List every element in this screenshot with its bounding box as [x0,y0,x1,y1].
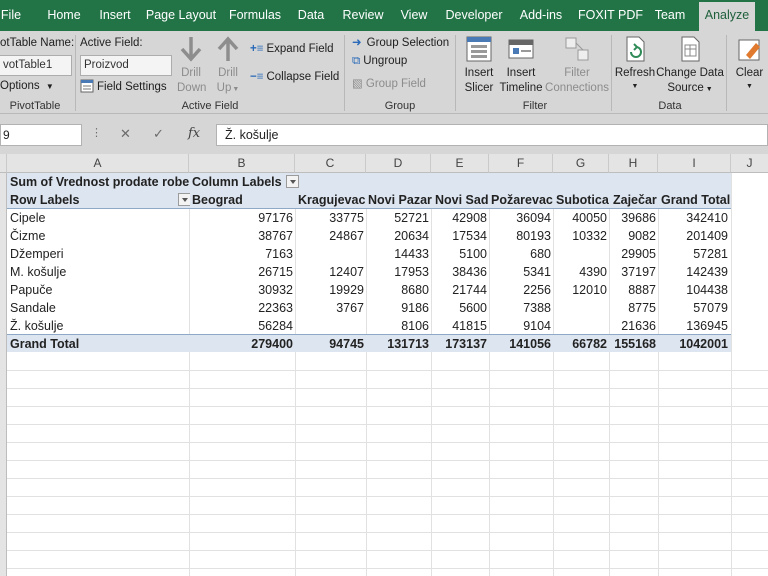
pivot-col-header[interactable]: Kragujevac [298,193,366,207]
pivot-value-cell[interactable]: 104438 [686,283,728,297]
pivot-grand-total-row [7,334,731,352]
pivot-row-label[interactable]: Čizme [10,229,46,243]
drill-up-label-2: Up▼ [216,82,240,94]
pivot-value-cell[interactable]: 8106 [401,319,429,333]
pivot-row-label[interactable]: Džemperi [10,247,64,261]
column-header-a[interactable]: A [7,154,189,173]
pivot-value-cell[interactable]: 24867 [329,229,364,243]
expand-icon: +≡ [250,43,264,55]
drill-down-label-1: Drill [181,67,201,79]
tab-data[interactable]: Data [297,8,325,22]
pivot-col-header[interactable]: Grand Total [661,193,731,207]
group-label-pivottable: PivotTable [9,100,61,112]
gridline [7,460,768,461]
pivot-value-cell[interactable]: 7388 [523,301,551,315]
ungroup-button[interactable] [352,55,407,68]
pivot-value-cell[interactable]: 21636 [621,319,656,333]
filter-connections-icon [563,35,591,63]
cancel-icon[interactable]: ✕ [120,126,131,141]
pivot-data-row [7,281,731,299]
pivottable-name-input[interactable]: votTable1 [0,55,72,76]
pivot-row-label[interactable]: Papuče [10,283,53,297]
column-header-c[interactable]: C [295,154,366,173]
pivot-value-cell[interactable]: 19929 [329,283,364,297]
grand-total-cell[interactable]: 173137 [445,337,487,351]
grand-total-cell[interactable]: 94745 [329,337,364,351]
tab-add-ins[interactable]: Add-ins [519,8,563,22]
pivot-value-cell[interactable]: 8887 [628,283,656,297]
gridline [7,532,768,533]
gridline [7,514,768,515]
ribbon [0,31,768,114]
pivot-value-cell[interactable]: 52721 [394,211,429,225]
column-header-g[interactable]: G [553,154,609,173]
ribbon-divider [611,35,612,111]
pivot-data-row [7,263,731,281]
pivot-row-label[interactable]: M. košulje [10,265,67,279]
tab-team[interactable]: Team [654,8,686,22]
pivot-value-cell[interactable]: 8680 [401,283,429,297]
drill-up-button[interactable] [214,35,242,99]
ribbon-divider [455,35,456,111]
pivot-value-cell[interactable]: 142439 [686,265,728,279]
pivot-value-cell[interactable]: 42908 [452,211,487,225]
enter-icon[interactable]: ✓ [153,126,164,141]
pivot-value-cell[interactable] [554,245,610,263]
group-label-active-field: Active Field [181,100,239,112]
pivot-value-cell[interactable]: 5600 [459,301,487,315]
pivot-value-cell[interactable]: 22363 [258,301,293,315]
field-settings-label: Field Settings [97,81,167,93]
pivot-data-row [7,299,731,317]
column-header-h[interactable]: H [609,154,658,173]
pivot-value-cell[interactable]: 41815 [452,319,487,333]
name-box[interactable]: 9 [0,124,82,146]
pivot-value-cell[interactable]: 26715 [258,265,293,279]
more-options-icon[interactable]: ⋮ [91,127,102,139]
gridline [731,173,732,576]
drill-down-label-2: Down [177,82,207,94]
gridline [7,550,768,551]
pivot-value-cell[interactable]: 17953 [394,265,429,279]
insert-timeline-label-1: Insert [506,67,536,79]
column-header-i[interactable]: I [658,154,731,173]
pivot-value-cell[interactable]: 5341 [523,265,551,279]
column-header-f[interactable]: F [489,154,553,173]
pivot-row-label[interactable]: Sandale [10,301,56,315]
drill-down-button[interactable] [177,35,205,99]
insert-slicer-label-2: Slicer [464,82,494,94]
change-data-source-button[interactable] [656,35,724,97]
column-header-d[interactable]: D [366,154,431,173]
pivot-value-cell[interactable]: 30932 [258,283,293,297]
clear-label: Clear [735,67,764,79]
group-selection-label: Group Selection [366,37,450,49]
refresh-button[interactable] [614,35,656,93]
ribbon-tab-bar [0,0,768,31]
insert-timeline-button[interactable] [498,35,544,96]
pivot-value-cell[interactable]: 33775 [329,211,364,225]
pivot-value-cell[interactable]: 12010 [572,283,607,297]
change-data-label-1: Change Data [656,67,724,79]
collapse-field-button[interactable] [250,71,339,83]
chevron-down-icon: ▼ [631,83,639,90]
gridline [7,568,768,569]
pivot-data-row [7,209,731,227]
grand-total-cell[interactable]: 141056 [509,337,551,351]
collapse-field-label: Collapse Field [266,71,340,83]
active-field-label: Active Field: [80,37,143,49]
pivot-row-labels[interactable]: Row Labels [10,191,190,209]
drill-up-label-1: Drill [218,67,238,79]
pivot-value-cell[interactable]: 14433 [394,247,429,261]
grand-total-cell[interactable]: 1042001 [679,337,728,351]
pivot-col-header[interactable]: Novi Pazar [368,193,432,207]
pivot-value-cell[interactable]: 136945 [686,319,728,333]
pivot-value-cell[interactable]: 680 [530,247,551,261]
arrow-right-icon: ➜ [352,37,362,49]
chevron-down-icon: ▼ [746,83,753,90]
field-settings-button[interactable] [80,79,167,93]
chevron-down-icon: ▼ [45,82,54,91]
pivot-value-cell[interactable]: 57079 [693,301,728,315]
collapse-icon: −≡ [250,71,264,83]
group-label-data: Data [658,100,682,112]
pivot-value-cell[interactable]: 3767 [336,301,364,315]
group-label-group: Group [384,100,416,112]
pivot-value-cell[interactable]: 9104 [523,319,551,333]
pivot-value-cell[interactable]: 201409 [686,229,728,243]
gridline [7,424,768,425]
row-headers [0,173,7,576]
pivot-col-header[interactable]: Subotica [556,193,609,207]
pivot-value-cell[interactable]: 9082 [628,229,656,243]
ungroup-icon: ⧉ [352,55,361,67]
filter-connections-label-2: Connections [545,82,609,94]
pivottable-name-label: otTable Name: [0,37,75,49]
filter-connections-label-1: Filter [564,67,590,79]
pivot-value-cell[interactable]: 9186 [401,301,429,315]
change-data-label-2: Source ▼ [667,82,713,94]
refresh-label: Refresh [614,67,656,79]
pivot-value-cell[interactable]: 10332 [572,229,607,243]
group-field-icon: ▧ [352,78,363,90]
pivot-value-cell[interactable] [554,317,610,335]
pivot-value-cell[interactable]: 38767 [258,229,293,243]
pivot-value-cell[interactable] [554,299,610,317]
pivot-value-label[interactable]: Sum of Vrednost prodate robe [10,175,190,189]
pivot-column-labels[interactable]: Column Labels [192,173,317,191]
active-field-input[interactable]: Proizvod [80,55,172,76]
filter-dropdown-icon[interactable] [286,175,299,188]
tab-home[interactable]: Home [47,8,81,22]
tab-foxit-pdf[interactable]: FOXIT PDF [578,8,644,22]
pivot-col-header[interactable]: Beograd [192,193,243,207]
pivot-value-cell[interactable]: 57281 [693,247,728,261]
pivot-value-cell[interactable]: 38436 [452,265,487,279]
grand-total-cell[interactable]: 66782 [572,337,607,351]
gridline [7,496,768,497]
pivot-value-cell[interactable]: 2256 [523,283,551,297]
gridline [7,388,768,389]
chevron-down-icon: ▼ [232,86,240,93]
grand-total-label[interactable]: Grand Total [10,337,80,351]
pivot-value-cell[interactable] [296,317,367,335]
arrow-up-icon [215,35,241,63]
insert-slicer-label-1: Insert [464,67,494,79]
pivot-value-cell[interactable]: 342410 [686,211,728,225]
timeline-icon [507,35,535,63]
tab-file[interactable]: File [0,8,22,22]
tab-formulas[interactable]: Formulas [228,8,282,22]
tab-analyze[interactable]: Analyze [699,2,755,31]
pivot-value-cell[interactable] [296,245,367,263]
pivot-value-cell[interactable]: 7163 [265,247,293,261]
column-header-j[interactable]: J [731,154,768,173]
group-field-button[interactable] [352,76,426,90]
expand-field-button[interactable] [250,43,334,55]
pivot-value-cell[interactable]: 97176 [258,211,293,225]
gridline [7,370,768,371]
pivot-table [7,173,731,352]
group-field-label: Group Field [365,78,426,90]
options-button[interactable] [0,80,54,92]
tab-view[interactable]: View [400,8,428,22]
group-selection-button[interactable] [352,35,449,49]
pivot-value-cell[interactable]: 4390 [579,265,607,279]
pivot-row-label[interactable]: Ž. košulje [10,319,64,333]
group-label-filter: Filter [522,100,548,112]
pivot-value-cell[interactable]: 80193 [516,229,551,243]
grand-total-cell[interactable]: 155168 [614,337,656,351]
clear-button[interactable] [731,35,768,93]
pivot-value-cell[interactable]: 21744 [452,283,487,297]
clear-icon [736,35,764,63]
pivot-value-cell[interactable]: 17534 [452,229,487,243]
chevron-down-icon: ▼ [705,86,713,93]
pivot-value-cell[interactable]: 20634 [394,229,429,243]
expand-field-label: Expand Field [266,43,334,55]
select-all-corner[interactable] [0,154,7,173]
ribbon-divider [344,35,345,111]
pivot-value-cell[interactable]: 12407 [329,265,364,279]
filter-dropdown-icon[interactable] [178,193,190,206]
column-headers [0,154,768,173]
insert-function-icon[interactable]: fx [188,126,201,141]
grand-total-cell[interactable]: 279400 [251,337,293,351]
ungroup-label: Ungroup [363,55,408,67]
pivot-value-cell[interactable]: 40050 [572,211,607,225]
formula-bar [0,114,768,154]
pivot-data-row [7,227,731,245]
pivot-value-cell[interactable]: 8775 [628,301,656,315]
pivot-header-row [7,191,731,209]
gridline [7,406,768,407]
pivot-col-header[interactable]: Požarevac [491,193,553,207]
pivot-data-row [7,317,731,335]
pivot-value-cell[interactable]: 36094 [516,211,551,225]
column-header-e[interactable]: E [431,154,489,173]
data-source-icon [676,35,704,63]
pivot-value-cell[interactable]: 39686 [621,211,656,225]
pivot-value-cell[interactable]: 29905 [621,247,656,261]
filter-connections-button[interactable] [545,35,609,96]
formula-input[interactable]: Ž. košulje [216,124,768,146]
ribbon-divider [726,35,727,111]
insert-timeline-label-2: Timeline [499,82,543,94]
tab-insert[interactable]: Insert [99,8,131,22]
pivot-title-row [7,173,731,191]
tab-page-layout[interactable]: Page Layout [145,8,217,22]
column-header-b[interactable]: B [189,154,295,173]
pivot-col-header[interactable]: Novi Sad [435,193,489,207]
tab-review[interactable]: Review [342,8,384,22]
gridline [7,478,768,479]
ribbon-divider [75,35,76,111]
pivot-value-cell[interactable]: 56284 [258,319,293,333]
insert-slicer-button[interactable] [461,35,497,96]
grand-total-cell[interactable]: 131713 [387,337,429,351]
options-label: Options [0,80,40,92]
pivot-value-cell[interactable]: 37197 [621,265,656,279]
field-settings-icon [80,79,94,93]
refresh-icon [621,35,649,63]
slicer-icon [465,35,493,63]
pivot-row-label[interactable]: Cipele [10,211,46,225]
gridline [7,442,768,443]
pivot-data-row [7,245,731,263]
pivot-col-header[interactable]: Zaječar [613,193,657,207]
tab-developer[interactable]: Developer [445,8,503,22]
arrow-down-icon [178,35,204,63]
pivot-value-cell[interactable]: 5100 [459,247,487,261]
